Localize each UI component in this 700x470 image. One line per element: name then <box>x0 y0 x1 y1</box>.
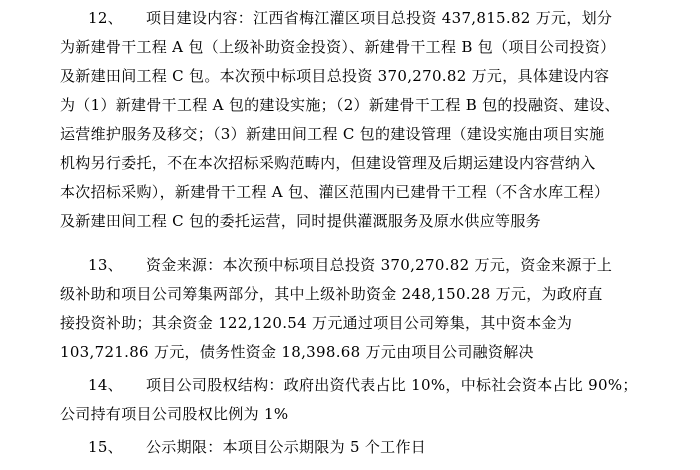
item-12-line-3: 及新建田间工程 C 包。本次预中标项目总投资 370,270.82 万元，具体建设内容 <box>60 67 610 85</box>
item-12-line-6: 机构另行委托，不在本次招标采购范畴内，但建设管理及后期运建设内容营纳入 <box>60 154 596 172</box>
item-15-text-1: 公示期限：本项目公示期限为 5 个工作日 <box>146 438 427 456</box>
item-12-line-4: 为（1）新建骨干工程 A 包的建设实施；（2）新建骨干工程 B 包的投融资、建设、 <box>60 96 620 114</box>
item-12-line-1 <box>88 8 612 28</box>
item-12-text-1: 项目建设内容：江西省梅江灌区项目总投资 437,815.82 万元，划分 <box>146 9 613 27</box>
item-12-line-5: 运营维护服务及移交；（3）新建田间工程 C 包的建设管理（建设实施由项目实施 <box>60 125 605 143</box>
item-14-number: 14、 <box>88 376 123 394</box>
item-12-line-2: 为新建骨干工程 A 包（上级补助资金投资）、新建骨干工程 B 包（项目公司投资） <box>60 38 616 56</box>
item-13-line-2: 级补助和项目公司筹集两部分，其中上级补助资金 248,150.28 万元，为政府直 <box>60 285 603 303</box>
item-15-line-1 <box>88 437 426 457</box>
item-14-text-1: 项目公司股权结构：政府出资代表占比 10%，中标社会资本占比 90%； <box>146 376 638 394</box>
item-13-line-4: 103,721.86 万元，债务性资金 18,398.68 万元由项目公司融资解决 <box>60 343 534 361</box>
item-14-line-1 <box>88 375 638 395</box>
item-14-line-2: 公司持有项目公司股权比例为 1% <box>60 405 289 423</box>
item-12-line-8: 及新建田间工程 C 包的委托运营，同时提供灌溉服务及原水供应等服务 <box>60 212 541 230</box>
item-13-line-3: 接投资补助；其余资金 122,120.54 万元通过项目公司筹集，其中资本金为 <box>60 314 573 332</box>
item-13-number: 13、 <box>88 256 123 274</box>
item-12-line-7: 本次招标采购），新建骨干工程 A 包、灌区范围内已建骨干工程（不含水库工程） <box>60 183 610 201</box>
item-13-text-1: 资金来源：本次预中标项目总投资 370,270.82 万元，资金来源于上 <box>146 256 613 274</box>
item-12-number: 12、 <box>88 9 123 27</box>
item-15-number: 15、 <box>88 438 123 456</box>
item-13-line-1 <box>88 255 612 275</box>
